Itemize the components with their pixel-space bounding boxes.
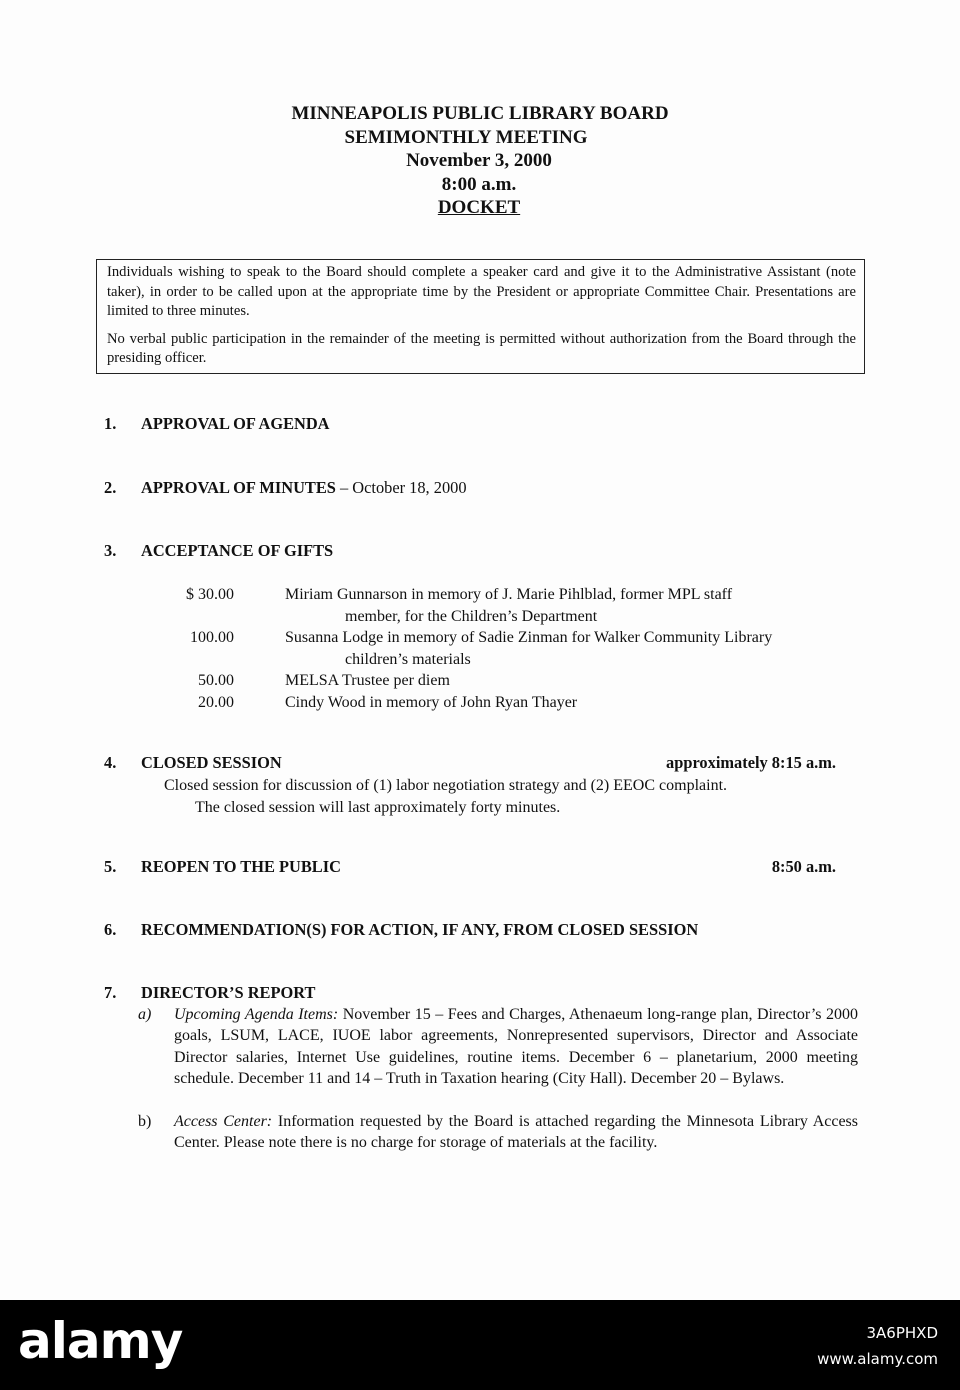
gift-description-line: Susanna Lodge in memory of Sadie Zinman for Walker Community Library (285, 629, 773, 646)
item-title: CLOSED SESSION (141, 753, 282, 772)
public-participation-notice (96, 259, 865, 374)
stock-watermark-bar (0, 1300, 960, 1390)
gift-description-cont: children’s materials (345, 650, 471, 668)
item-number: 1. (104, 414, 117, 433)
item-time: 8:50 a.m. (771, 857, 836, 876)
site-url: www.alamy.com (817, 1350, 938, 1368)
item-number: 3. (104, 541, 117, 560)
director-report-item-a (138, 1004, 858, 1089)
subitem-body: November 15 – Fees and Charges, Athenaeum long-range plan, Director’s 2000 goals, LSUM, LACE, IUOE labor agreements, Nonrepresented supervisors, Director and Associate Director salaries, Internet Use guidelines, routine items. December 6 – planetarium, 2000 meeting schedule. December 11 and 14 – Truth in Taxation hearing (City Hall). December 20 – Bylaws. (174, 1006, 859, 1087)
gift-amount: 20.00 (198, 693, 234, 711)
gift-amount: $ 30.00 (186, 586, 234, 603)
item-title: REOPEN TO THE PUBLIC (141, 857, 341, 876)
gift-description: MELSA Trustee per diem (285, 672, 450, 689)
director-report-item-b (138, 1111, 858, 1154)
item-title (141, 478, 467, 498)
gift-row (160, 670, 860, 692)
meeting-time: 8:00 a.m. (441, 173, 517, 195)
item-number: 4. (104, 753, 117, 772)
item-time: approximately 8:15 a.m. (666, 753, 836, 772)
gift-description (285, 627, 860, 670)
gift-description: Cindy Wood in memory of John Ryan Thayer (285, 693, 578, 711)
docket-title: DOCKET (437, 197, 521, 218)
gift-description-line: Miriam Gunnarson in memory of J. Marie Pihlblad, former MPL staff (285, 586, 733, 603)
gifts-list (160, 584, 860, 713)
closed-session-line-1: Closed session for discussion of (1) labor negotiation strategy and (2) EEOC complaint. (164, 777, 728, 794)
board-title: MINNEAPOLIS PUBLIC LIBRARY BOARD (291, 103, 669, 124)
alamy-logo: alamy (18, 1312, 183, 1370)
subitem-text (174, 1004, 858, 1089)
item-title: DIRECTOR’S REPORT (141, 983, 316, 1002)
notice-paragraph-2: No verbal public participation in the remainder of the meeting is permitted without authorization from the Board through the presiding officer. (107, 330, 856, 366)
subitem-heading: Upcoming Agenda Items: (174, 1006, 339, 1023)
gift-description-cont: member, for the Children’s Department (345, 607, 598, 625)
meeting-type: SEMIMONTHLY MEETING (344, 126, 588, 148)
item-number: 2. (104, 478, 117, 497)
minutes-date: – October 18, 2000 (335, 478, 467, 497)
subitem-label: b) (138, 1113, 152, 1130)
gift-amount: 100.00 (190, 629, 234, 646)
notice-paragraph-1: Individuals wishing to speak to the Board should complete a speaker card and give it to the Administrative Assistant (note taker), in order to be called upon at the appropriate time by the President or appropriate Committee Chair. Presentations are limited to three minutes. (107, 264, 856, 319)
gift-row (160, 627, 860, 670)
subitem-label: a) (138, 1006, 152, 1023)
gift-amount: 50.00 (198, 672, 234, 689)
item-number: 5. (104, 857, 117, 876)
item-title: ACCEPTANCE OF GIFTS (141, 541, 334, 560)
gift-row (160, 584, 860, 627)
image-code: 3A6PHXD (866, 1324, 938, 1342)
subitem-body: Information requested by the Board is attached regarding the Minnesota Library Access Center. Please note there is no charge for storage of materials at the facility. (174, 1113, 859, 1152)
subitem-text (174, 1111, 858, 1154)
docket-header (0, 102, 960, 220)
gift-row (160, 692, 860, 714)
closed-session-description (164, 775, 844, 819)
item-title-text: APPROVAL OF MINUTES (141, 478, 336, 497)
item-title: RECOMMENDATION(S) FOR ACTION, IF ANY, FROM CLOSED SESSION (141, 920, 699, 939)
gift-description (285, 584, 860, 627)
item-number: 7. (104, 983, 117, 1002)
closed-session-line-2: The closed session will last approximately forty minutes. (195, 799, 561, 816)
meeting-date: November 3, 2000 (406, 150, 552, 171)
subitem-heading: Access Center: (174, 1113, 273, 1130)
item-title: APPROVAL OF AGENDA (141, 414, 330, 433)
item-number: 6. (104, 920, 117, 939)
